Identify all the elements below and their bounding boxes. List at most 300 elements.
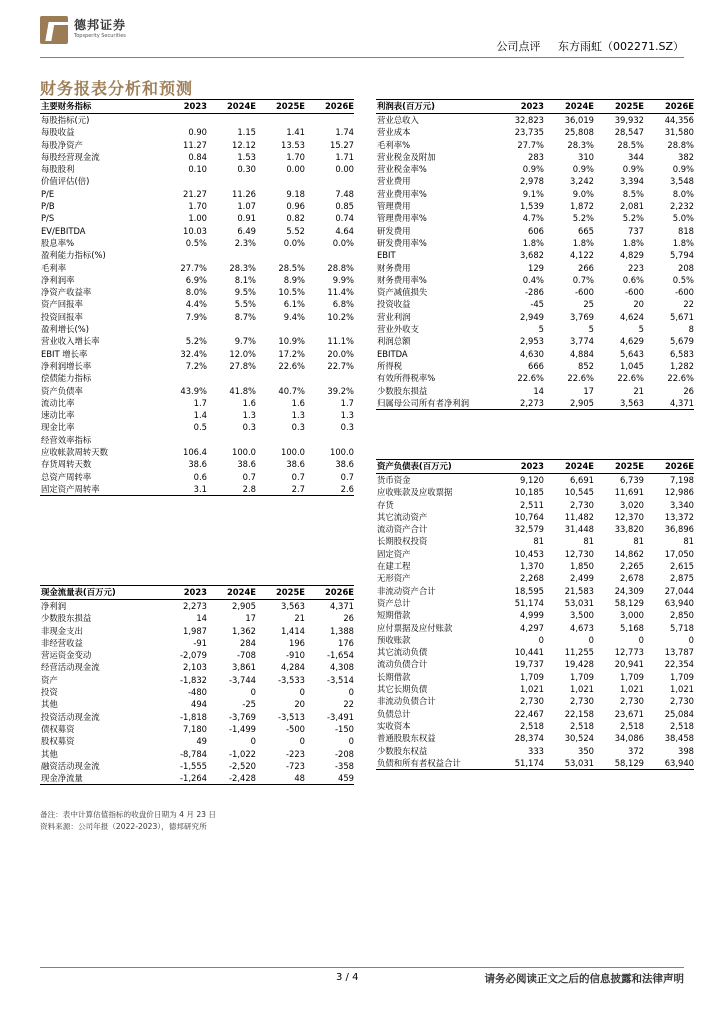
cell-value: 32,823 <box>514 115 544 125</box>
table-row <box>40 249 354 261</box>
cell-value: 4,624 <box>620 311 644 322</box>
cell-value: 10,545 <box>564 487 594 498</box>
cell-value: 0.82 <box>286 213 305 224</box>
cell-value: 1.70 <box>286 151 305 162</box>
cell-value: 1.7 <box>340 397 354 408</box>
cell-value: -1,555 <box>180 760 207 771</box>
cell-value: 0.9% <box>622 164 644 175</box>
table-title: 主要财务指标 <box>40 100 158 114</box>
row-label: P/B <box>41 201 55 212</box>
cell-value: 1,709 <box>570 671 594 682</box>
cell-value: 106.4 <box>183 447 207 458</box>
row-label: 预收账款 <box>377 634 411 645</box>
cell-value: 81 <box>533 536 544 547</box>
cell-value: 11,691 <box>614 487 644 498</box>
cell-value: 1,021 <box>620 684 644 695</box>
table-title: 利润表(百万元) <box>376 100 494 114</box>
cell-value: 28.5% <box>617 139 644 150</box>
cell-value: 2,875 <box>670 573 694 584</box>
year-header: 2026E <box>644 100 694 114</box>
cell-value: 9.5% <box>234 287 256 298</box>
cell-value: 5,794 <box>670 250 694 261</box>
cell-value: 2,511 <box>520 499 544 510</box>
table-row <box>376 646 694 658</box>
cell-value: 11.4% <box>327 287 354 298</box>
cell-value: 2,081 <box>620 201 644 212</box>
cell-value: 266 <box>578 262 594 273</box>
row-label: 速动比率 <box>41 410 75 421</box>
row-label: 股权募资 <box>41 736 75 747</box>
page-number: 3 / 4 <box>336 972 359 983</box>
cell-value: 36,019 <box>564 115 594 125</box>
row-label: 现金比率 <box>41 422 75 433</box>
table-row <box>376 745 694 757</box>
cell-value: 0 <box>588 634 594 645</box>
cell-value: 2,730 <box>670 696 694 707</box>
cell-value: 6.1% <box>283 299 305 310</box>
table-row <box>40 674 354 686</box>
cell-value: 5.52 <box>286 225 305 236</box>
year-header: 2026E <box>644 460 694 474</box>
table-row <box>376 385 694 397</box>
cell-value: 737 <box>628 225 644 236</box>
cell-value: 24,309 <box>614 585 644 596</box>
cell-value: 40.7% <box>278 385 305 396</box>
table-row <box>40 446 354 458</box>
cell-value: 2,905 <box>544 397 594 410</box>
cell-value: 5 <box>538 324 544 335</box>
row-label: 管理费用率% <box>377 213 427 224</box>
cell-value: 4,999 <box>520 610 544 621</box>
cell-value: 38.6 <box>188 459 207 470</box>
table-row <box>40 212 354 224</box>
cell-value <box>207 323 256 335</box>
cell-value: 0 <box>299 736 305 747</box>
cell-value: -1,022 <box>229 748 256 759</box>
table-row <box>40 637 354 649</box>
cell-value <box>256 372 305 384</box>
cell-value: 22.6% <box>667 373 694 384</box>
row-label: P/E <box>41 188 55 199</box>
table-row <box>376 585 694 597</box>
row-label: 归属母公司所有者净利润 <box>376 397 494 410</box>
cell-value: 23,671 <box>614 708 644 719</box>
cell-value: 1.70 <box>188 201 207 212</box>
cell-value: 0 <box>688 634 694 645</box>
cell-value: -3,533 <box>278 674 305 685</box>
cell-value <box>305 249 354 261</box>
table-row <box>40 409 354 421</box>
cell-value: -600 <box>674 287 694 298</box>
table-row <box>376 311 694 323</box>
cell-value: 665 <box>578 225 594 236</box>
table-row <box>40 458 354 470</box>
year-header: 2023 <box>158 100 207 114</box>
cell-value: 28.8% <box>327 262 354 273</box>
row-label: 研发费用 <box>377 225 411 236</box>
table-row <box>376 286 694 298</box>
cell-value: 27.7% <box>180 262 207 273</box>
cell-value: -25 <box>242 699 256 710</box>
row-label: 利润总额 <box>377 336 411 347</box>
cell-value: 25,808 <box>564 127 594 138</box>
row-label: 其他 <box>41 748 58 759</box>
row-label: 投资收益 <box>377 299 411 310</box>
cell-value: 3,774 <box>570 336 594 347</box>
cell-value: 58,129 <box>594 757 644 770</box>
cell-value: 10,764 <box>514 511 544 522</box>
row-label: 每股经营现金流 <box>41 151 100 162</box>
table-row <box>376 323 694 335</box>
table-row <box>40 323 354 335</box>
cell-value: 14 <box>533 385 544 396</box>
source-text: 资料来源：公司年报（2022-2023），德邦研究所 <box>40 822 207 831</box>
row-label: 融资活动现金流 <box>41 760 100 771</box>
table-row <box>40 175 354 187</box>
cell-value: 9.0% <box>572 188 594 199</box>
cell-value: 18,595 <box>514 585 544 596</box>
row-label: 净利润增长率 <box>41 360 92 371</box>
cell-value: 1,539 <box>520 201 544 212</box>
cell-value: 1,414 <box>281 625 305 636</box>
cell-value: 666 <box>528 360 544 371</box>
row-label: 偿债能力指标 <box>41 373 92 384</box>
cell-value: 10.5% <box>278 287 305 298</box>
cell-value: 0.96 <box>286 201 305 212</box>
cell-value: 1.8% <box>572 237 594 248</box>
cell-value: 0.9% <box>572 164 594 175</box>
row-label: 其它长期负债 <box>377 684 428 695</box>
cell-value: 7,180 <box>183 723 207 734</box>
row-label: EV/EBITDA <box>41 225 86 236</box>
cell-value: 22.6% <box>278 360 305 371</box>
row-label: 营业外收支 <box>377 324 419 335</box>
table-row <box>376 634 694 646</box>
cell-value: 1.3 <box>340 410 354 421</box>
cell-value: 21.27 <box>183 188 207 199</box>
cell-value: 606 <box>528 225 544 236</box>
header-divider <box>40 57 684 58</box>
cell-value: 1.41 <box>286 127 305 138</box>
cell-value: 12.12 <box>232 139 256 150</box>
cell-value: 22.6% <box>567 373 594 384</box>
cell-value: -910 <box>285 650 305 661</box>
cell-value: 8 <box>688 324 694 335</box>
cell-value: 63,940 <box>664 597 694 608</box>
cell-value: 10,441 <box>514 647 544 658</box>
cell-value: 129 <box>528 262 544 273</box>
cell-value <box>207 175 256 187</box>
cell-value: -3,491 <box>327 711 354 722</box>
cell-value: 3.1 <box>158 483 207 496</box>
cell-value: -1,654 <box>327 650 354 661</box>
cell-value: 8.7% <box>234 311 256 322</box>
cell-value: 9.9% <box>332 274 354 285</box>
cell-value: -150 <box>334 723 354 734</box>
cell-value: 1,370 <box>520 561 544 572</box>
cell-value: 2,518 <box>620 720 644 731</box>
table-row <box>40 385 354 397</box>
table-row <box>40 735 354 747</box>
cell-value: 0.5 <box>193 422 207 433</box>
year-header: 2024E <box>207 100 256 114</box>
cell-value: 8.0% <box>672 188 694 199</box>
cell-value: 22 <box>683 299 694 310</box>
cell-value: 81 <box>633 536 644 547</box>
cell-value: 32.4% <box>180 348 207 359</box>
row-label: 非现金支出 <box>41 625 83 636</box>
cell-value: 12,370 <box>614 511 644 522</box>
cell-value: 58,129 <box>614 597 644 608</box>
cell-value: 1.8% <box>622 237 644 248</box>
table-row <box>40 760 354 772</box>
cell-value: -500 <box>285 723 305 734</box>
cell-value: 38,458 <box>664 733 694 744</box>
cell-value: 22.6% <box>617 373 644 384</box>
row-label: 营运资金变动 <box>41 650 92 661</box>
cell-value: 22.7% <box>327 360 354 371</box>
table-row <box>376 163 694 175</box>
cell-value: 0.84 <box>188 151 207 162</box>
cell-value: 9.7% <box>234 336 256 347</box>
footer-divider <box>40 967 684 968</box>
table-row <box>376 200 694 212</box>
cell-value: 2,273 <box>494 397 544 410</box>
cell-value: 0 <box>348 736 354 747</box>
cell-value: 4,673 <box>570 622 594 633</box>
cell-value: 0.5% <box>672 274 694 285</box>
year-header: 2025E <box>594 100 644 114</box>
cell-value: -1,499 <box>229 723 256 734</box>
row-label: 净资产收益率 <box>41 287 92 298</box>
cell-value: 11,255 <box>564 647 594 658</box>
cell-value: 63,940 <box>644 757 694 770</box>
cell-value: -1,832 <box>180 674 207 685</box>
cell-value: 4,284 <box>281 662 305 673</box>
row-label: 固定资产 <box>377 548 411 559</box>
cell-value: 350 <box>578 745 594 756</box>
cell-value: 0 <box>299 687 305 698</box>
row-label: EBIT 增长率 <box>41 348 88 359</box>
cell-value: 20,941 <box>614 659 644 670</box>
row-label: 营业总收入 <box>377 115 419 125</box>
cell-value: 5.2% <box>185 336 207 347</box>
row-label: 长期股权投资 <box>377 536 428 547</box>
table-row <box>376 114 694 127</box>
table-row <box>376 372 694 384</box>
cell-value: 4,308 <box>330 662 354 673</box>
cell-value: 0.6% <box>622 274 644 285</box>
cell-value: 43.9% <box>180 385 207 396</box>
table-row <box>376 597 694 609</box>
year-header: 2025E <box>256 586 305 600</box>
row-label: 每股股利 <box>41 164 75 175</box>
cell-value: 33,820 <box>614 524 644 535</box>
cell-value: -3,514 <box>327 674 354 685</box>
cell-value: 1,709 <box>520 671 544 682</box>
cell-value: 38.6 <box>335 459 354 470</box>
cell-value: 31,580 <box>664 127 694 138</box>
cell-value: 8.0% <box>185 287 207 298</box>
table-row <box>376 262 694 274</box>
table-row <box>376 683 694 695</box>
table-header-row <box>40 100 354 114</box>
table-row <box>376 151 694 163</box>
row-label: 营业收入增长率 <box>41 336 100 347</box>
table-row <box>376 298 694 310</box>
cell-value: 4,629 <box>620 336 644 347</box>
company-logo <box>40 14 140 46</box>
cell-value: 2,678 <box>620 573 644 584</box>
cell-value: -1,818 <box>180 711 207 722</box>
disclaimer-text: 请务必阅读正文之后的信息披露和法律声明 <box>484 973 684 985</box>
cell-value: 1.53 <box>237 151 256 162</box>
year-header: 2024E <box>544 460 594 474</box>
cell-value: 38.6 <box>286 459 305 470</box>
cell-value: 310 <box>578 151 594 162</box>
table-row <box>40 237 354 249</box>
table-row <box>40 335 354 347</box>
year-header: 2025E <box>594 460 644 474</box>
cell-value: 2,518 <box>670 720 694 731</box>
table-row <box>40 723 354 735</box>
row-label: 普通股股东权益 <box>377 733 436 744</box>
cell-value: 1.4 <box>193 410 207 421</box>
cell-value: 0.85 <box>335 201 354 212</box>
cell-value: 28.3% <box>229 262 256 273</box>
cell-value: 6.9% <box>185 274 207 285</box>
table-row <box>40 163 354 175</box>
year-header: 2024E <box>207 586 256 600</box>
cell-value: 0.91 <box>237 213 256 224</box>
cell-value: 2,730 <box>570 499 594 510</box>
cell-value: 4,297 <box>520 622 544 633</box>
cell-value: 17 <box>245 613 256 624</box>
cell-value: 25 <box>583 299 594 310</box>
cell-value: 8.5% <box>622 188 644 199</box>
row-label: 财务费用 <box>377 262 411 273</box>
cell-value <box>256 249 305 261</box>
row-label: 短期借款 <box>377 610 411 621</box>
row-label: 资产回报率 <box>41 299 83 310</box>
cell-value: 0.90 <box>188 127 207 138</box>
cell-value: 23,735 <box>514 127 544 138</box>
cell-value: 4,630 <box>520 348 544 359</box>
cell-value <box>207 249 256 261</box>
table-row <box>376 126 694 138</box>
cell-value <box>207 434 256 446</box>
cell-value: 6.8% <box>332 299 354 310</box>
row-label: 营业税金及附加 <box>377 151 436 162</box>
cell-value <box>305 323 354 335</box>
cell-value <box>158 434 207 446</box>
cell-value: 11,482 <box>564 511 594 522</box>
cell-value: 459 <box>305 772 354 785</box>
table-row <box>40 471 354 483</box>
cell-value: 4.64 <box>335 225 354 236</box>
row-label: 毛利率% <box>377 139 411 150</box>
cell-value: 5.5% <box>234 299 256 310</box>
section-title: 财务报表分析和预测 <box>40 79 194 98</box>
cell-value: 13.53 <box>281 139 305 150</box>
cell-value: 5,679 <box>670 336 694 347</box>
row-label: 少数股东损益 <box>41 613 92 624</box>
year-header: 2026E <box>305 100 354 114</box>
row-label: 少数股东权益 <box>377 745 428 756</box>
row-label: 非经营收益 <box>41 637 83 648</box>
cell-value: 28,547 <box>614 127 644 138</box>
cell-value <box>158 323 207 335</box>
cell-value: 1.6 <box>242 397 256 408</box>
report-type: 公司点评 <box>496 40 541 53</box>
cell-value: 0.74 <box>335 213 354 224</box>
cell-value: 7.2% <box>185 360 207 371</box>
cell-value: 3,500 <box>570 610 594 621</box>
cell-value: 21 <box>633 385 644 396</box>
table-row <box>40 188 354 200</box>
cell-value: 39.2% <box>327 385 354 396</box>
row-label: 经营效率指标 <box>41 434 92 445</box>
cell-value: 6,583 <box>670 348 694 359</box>
table-row <box>376 671 694 683</box>
row-label: 研发费用率% <box>377 237 427 248</box>
table-row <box>40 286 354 298</box>
row-label: 长期借款 <box>377 671 411 682</box>
row-label: 经营活动现金流 <box>41 662 100 673</box>
row-label: 价值评估(倍) <box>41 176 90 187</box>
row-label: 财务费用率% <box>377 274 427 285</box>
cell-value: 9,120 <box>520 475 544 485</box>
table-row <box>376 237 694 249</box>
cell-value: -358 <box>334 760 354 771</box>
cell-value: 0.7% <box>572 274 594 285</box>
cell-value: 1,021 <box>520 684 544 695</box>
note-text: 备注：表中计算估值指标的收盘价日期为 4 月 23 日 <box>40 810 217 819</box>
cell-value <box>256 434 305 446</box>
row-label: 流动资产合计 <box>377 524 428 535</box>
cell-value: 0.3 <box>242 422 256 433</box>
cell-value: 11.1% <box>327 336 354 347</box>
cell-value: 53,031 <box>564 597 594 608</box>
row-label: 存货周转天数 <box>41 459 92 470</box>
row-label: P/S <box>41 213 55 224</box>
cell-value: 10.03 <box>183 225 207 236</box>
table-row <box>40 372 354 384</box>
cell-value: 1.8% <box>522 237 544 248</box>
row-label: EBIT <box>377 250 396 261</box>
cell-value: 9.1% <box>522 188 544 199</box>
cell-value: 0.7 <box>340 471 354 482</box>
year-header: 2023 <box>494 100 544 114</box>
cell-value: 22.6% <box>517 373 544 384</box>
cell-value: 4,371 <box>644 397 694 410</box>
cell-value: 100.0 <box>232 447 256 458</box>
cell-value: 6.49 <box>237 225 256 236</box>
cell-value: 1,045 <box>620 360 644 371</box>
row-label: 营业成本 <box>377 127 411 138</box>
table-row <box>40 262 354 274</box>
row-label: 营业税金率% <box>377 164 427 175</box>
row-label: 在建工程 <box>377 561 411 572</box>
cell-value: 2,730 <box>520 696 544 707</box>
cell-value: 333 <box>528 745 544 756</box>
cell-value: 30,524 <box>564 733 594 744</box>
table-row <box>40 483 354 496</box>
cell-value: 5.2% <box>622 213 644 224</box>
cell-value: 28.8% <box>667 139 694 150</box>
cell-value: 1,282 <box>670 360 694 371</box>
table-row <box>40 434 354 446</box>
